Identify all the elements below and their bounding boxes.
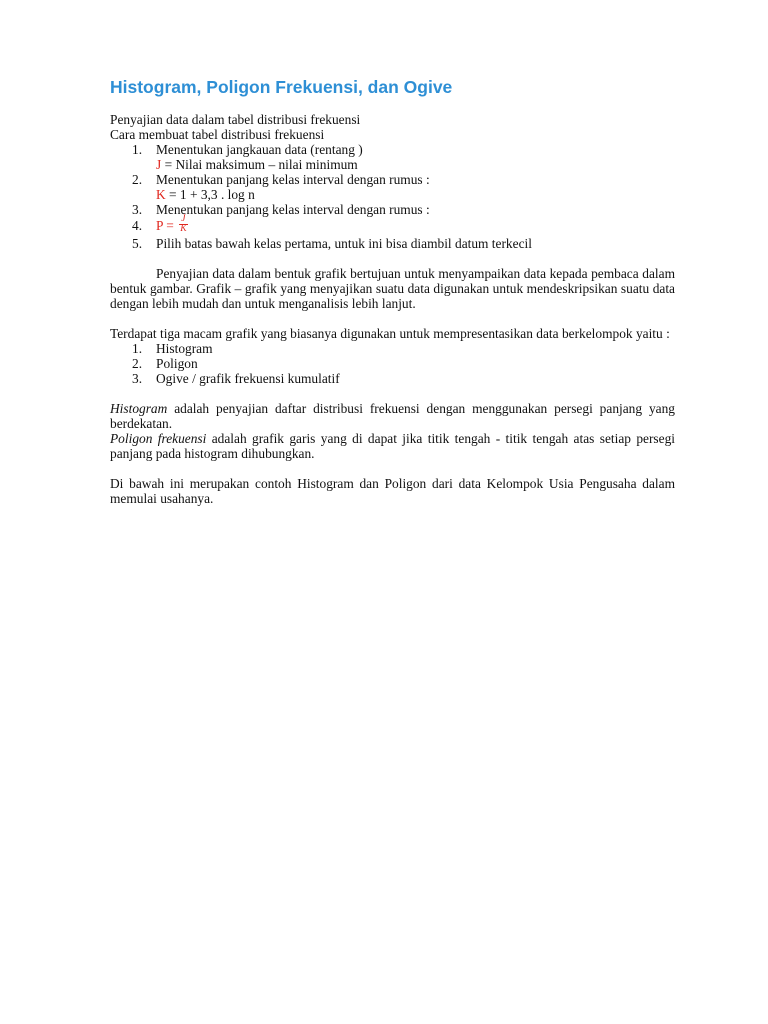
fraction-denominator: K	[180, 224, 187, 235]
list-number: 1.	[132, 142, 143, 157]
list-number: 1.	[132, 341, 143, 357]
list-number: 3.	[132, 202, 143, 217]
spacer	[110, 311, 675, 326]
list-text: Menentukan panjang kelas interval dengan rumus :	[156, 172, 430, 187]
definition-histogram	[110, 401, 675, 431]
list-text: Ogive / grafik frekuensi kumulatif	[156, 371, 340, 387]
formula-k	[110, 187, 675, 202]
steps-list	[110, 142, 675, 251]
definition-poligon	[110, 431, 675, 461]
formula-j	[110, 157, 675, 172]
paragraph-closing: Di bawah ini merupakan contoh Histogram dan Poligon dari data Kelompok Usia Pengusaha dalam memulai usahanya.	[110, 476, 675, 507]
spacer	[110, 251, 675, 266]
intro-line-1: Penyajian data dalam tabel distribusi frekuensi	[110, 112, 361, 127]
list-text: Menentukan jangkauan data (rentang )	[156, 142, 363, 157]
list-text: Pilih batas bawah kelas pertama, untuk ini bisa diambil datum terkecil	[156, 236, 532, 252]
list-item	[110, 172, 675, 187]
list-text: Menentukan panjang kelas interval dengan rumus :	[156, 202, 430, 217]
term-histogram: Histogram	[110, 401, 168, 417]
list-item	[110, 214, 675, 236]
formula-text: = Nilai maksimum – nilai minimum	[161, 157, 358, 172]
list-number: 2.	[132, 172, 143, 187]
definition-text: adalah grafik garis yang di dapat jika titik tengah - titik tengah atas setiap persegi panjang pada histogram dihubungkan.	[110, 431, 675, 462]
paragraph-graph-types: Terdapat tiga macam grafik yang biasanya digunakan untuk mempresentasikan data berkelompok yaitu :	[110, 326, 670, 342]
intro-line-2: Cara membuat tabel distribusi frekuensi	[110, 127, 325, 142]
paragraph-chart-purpose: Penyajian data dalam bentuk grafik bertujuan untuk menyampaikan data kepada pembaca dalam bentuk gambar. Grafik – grafik yang menyajikan suatu data digunakan untuk mendeskripsikan suatu data dengan lebih mudah dan untuk menganalisis lebih lanjut.	[110, 266, 675, 312]
list-number: 2.	[132, 356, 143, 372]
page-title: Histogram, Poligon Frekuensi, dan Ogive	[110, 77, 453, 97]
formula-variable: K	[156, 187, 166, 202]
list-text: Poligon	[156, 356, 198, 372]
list-number: 3.	[132, 371, 143, 387]
formula-variable: J	[156, 157, 162, 172]
list-number: 4.	[132, 218, 143, 233]
list-number: 5.	[132, 236, 143, 252]
list-item	[110, 341, 675, 356]
document-body	[110, 76, 675, 506]
graph-types-list	[110, 341, 675, 386]
formula-p: P =	[156, 218, 178, 233]
list-item	[110, 236, 675, 251]
list-text: Histogram	[156, 341, 213, 357]
list-item	[110, 356, 675, 371]
spacer	[110, 386, 675, 401]
definition-text: adalah penyajian daftar distribusi frekuensi dengan menggunakan persegi panjang yang berdekatan.	[110, 401, 675, 432]
fraction-numerator: J	[179, 215, 187, 225]
spacer	[110, 461, 675, 476]
term-poligon: Poligon frekuensi	[110, 431, 207, 447]
list-item	[110, 371, 675, 386]
list-item	[110, 142, 675, 157]
list-item	[110, 202, 675, 217]
formula-text: = 1 + 3,3 . log n	[165, 187, 255, 202]
fraction	[179, 215, 187, 234]
